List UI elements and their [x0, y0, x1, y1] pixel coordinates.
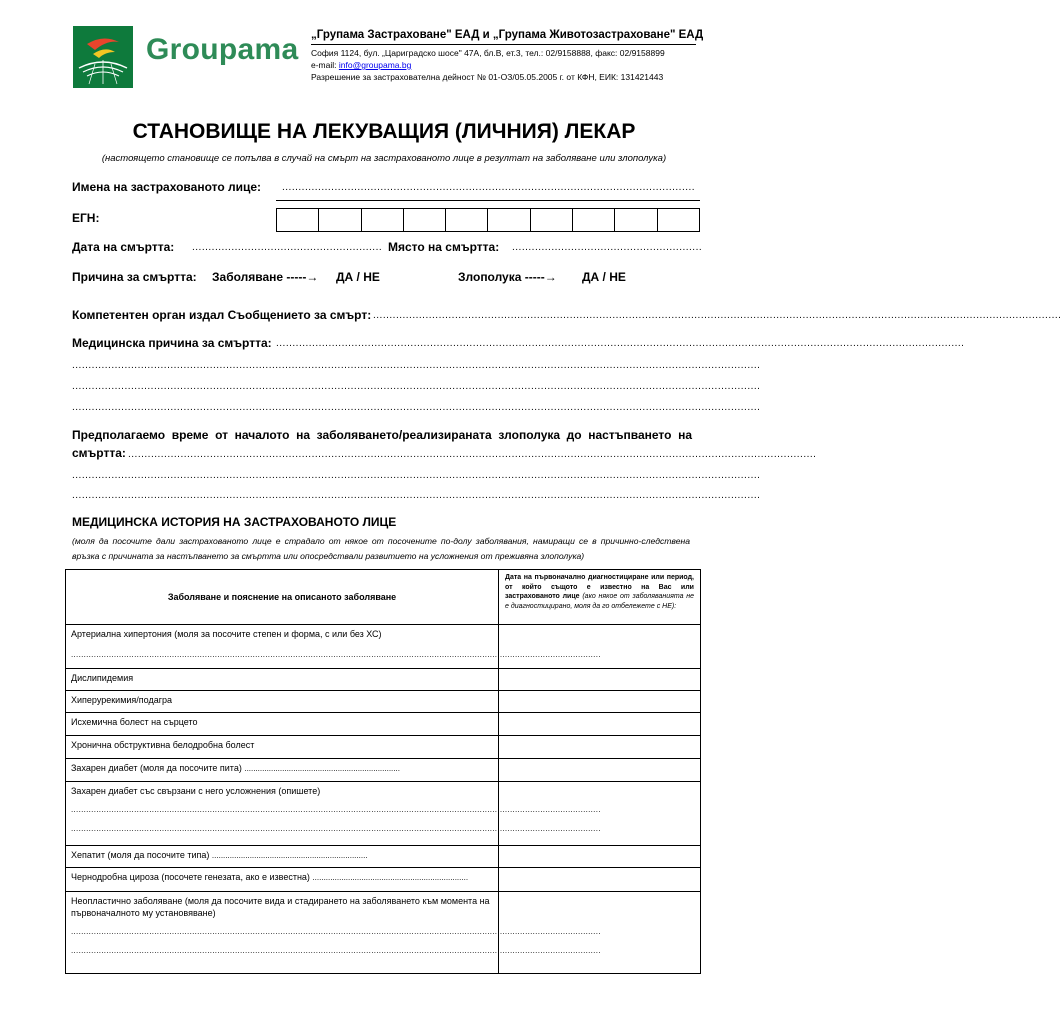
- authority-field[interactable]: ..................................................................................................................................................................................................................: [373, 310, 1061, 321]
- table-header-row: [66, 570, 701, 625]
- email-label: e-mail:: [311, 60, 337, 70]
- disease-fill[interactable]: ......................................................................: [244, 764, 400, 773]
- egn-digit-box[interactable]: [404, 209, 446, 231]
- license-info: Разрешение за застрахователна дейност № 01-ОЗ/05.05.2005 г. от КФН, ЕИК: 131421443: [311, 72, 664, 82]
- disease-label-text: Захарен диабет (моля да посочите пита): [71, 763, 242, 773]
- disease-label: Захарен диабет със свързани с него усложнения (опишете): [71, 786, 321, 796]
- email-link[interactable]: info@groupama.bg: [338, 60, 412, 70]
- medical-history-title: МЕДИЦИНСКА ИСТОРИЯ НА ЗАСТРАХОВАНОТО ЛИЦЕ: [72, 515, 397, 529]
- disease-fill[interactable]: ..................................................................................................................................................................................................................: [71, 650, 601, 659]
- egn-digit-box[interactable]: [531, 209, 573, 231]
- diagnosis-date-cell[interactable]: [499, 691, 701, 713]
- disease-label: Хронична обструктивна белодробна болест: [71, 740, 255, 750]
- illness-yes-no[interactable]: ДА / НЕ: [336, 270, 380, 284]
- egn-digit-box[interactable]: [658, 209, 699, 231]
- egn-digit-box[interactable]: [573, 209, 615, 231]
- column-header-disease: Заболяване и пояснение на описаното заболяване: [66, 570, 499, 625]
- table-row: [66, 782, 701, 846]
- insured-name-field[interactable]: ..............................................................................................................................: [282, 182, 696, 193]
- medical-history-table: [65, 569, 701, 974]
- disease-label: Дислипидемия: [71, 673, 134, 683]
- document-subtitle: (настоящето становище се попълва в случай на смърт на застрахованото лице в резултат на заболяване или злополука): [101, 153, 667, 164]
- table-row: [66, 669, 701, 691]
- medical-cause-field[interactable]: ..................................................................................................................................................................................................................: [276, 338, 965, 349]
- insured-name-rule: [276, 200, 700, 201]
- accident-yes-no[interactable]: ДА / НЕ: [582, 270, 626, 284]
- egn-digit-box[interactable]: [488, 209, 530, 231]
- illness-option-label: Заболяване -----→: [212, 270, 319, 284]
- diagnosis-date-cell[interactable]: [499, 759, 701, 782]
- table-row: [66, 868, 701, 892]
- table-row: [66, 691, 701, 713]
- place-of-death-field[interactable]: ..........................................................: [512, 242, 703, 253]
- egn-input-boxes[interactable]: [276, 208, 700, 232]
- disease-fill[interactable]: ......................................................................: [312, 873, 469, 882]
- disease-fill[interactable]: ......................................................................: [211, 851, 368, 860]
- column-header-diagnosis-date-note: (ако някое от заболяванията не е диагностицирано, моля да го отбележете с НЕ):: [505, 593, 695, 610]
- groupama-logo: [73, 26, 133, 88]
- table-row: [66, 892, 701, 974]
- company-email-line: [311, 59, 411, 71]
- disease-label: [66, 846, 498, 862]
- table-row: [66, 736, 701, 759]
- onset-time-line[interactable]: ..................................................................................................................................................................................................................: [72, 470, 761, 481]
- egn-digit-box[interactable]: [615, 209, 657, 231]
- table-row: [66, 759, 701, 782]
- onset-time-field[interactable]: ..................................................................................................................................................................................................................: [128, 449, 817, 460]
- disease-label: Хиперурекимия/подагра: [71, 695, 173, 705]
- document-title: СТАНОВИЩЕ НА ЛЕКУВАЩИЯ (ЛИЧНИЯ) ЛЕКАР: [132, 120, 636, 143]
- date-of-death-field[interactable]: ..........................................................: [192, 242, 383, 253]
- disease-fill[interactable]: ..................................................................................................................................................................................................................: [71, 946, 601, 955]
- date-of-death-label: Дата на смъртта:: [72, 240, 175, 254]
- diagnosis-date-cell[interactable]: [499, 713, 701, 736]
- table-row: [66, 846, 701, 868]
- disease-label: [66, 759, 498, 775]
- disease-fill[interactable]: ..................................................................................................................................................................................................................: [71, 805, 601, 814]
- company-name: „Групама Застраховане" ЕАД и „Групама Животозастраховане" ЕАД: [311, 29, 704, 41]
- medical-cause-label: Медицинска причина за смъртта:: [72, 336, 272, 350]
- table-row: [66, 625, 701, 669]
- egn-digit-box[interactable]: [362, 209, 404, 231]
- header-divider: [311, 44, 696, 45]
- diagnosis-date-cell[interactable]: [499, 669, 701, 691]
- disease-fill[interactable]: ..................................................................................................................................................................................................................: [71, 824, 601, 833]
- egn-digit-box[interactable]: [446, 209, 488, 231]
- disease-label: [66, 868, 498, 884]
- accident-option-label: Злополука -----→: [458, 270, 557, 284]
- disease-label: Артериална хипертония (моля за посочите степен и форма, с или без ХС): [71, 629, 382, 639]
- disease-label: Неопластично заболяване (моля да посочите вида и стадирането на заболяването към момента на първоначалното му установяване): [71, 896, 490, 918]
- onset-time-label: Предполагаемо време от началото на заболяването/реализираната злополука до настъпването на: [72, 428, 692, 442]
- medical-cause-line[interactable]: ..................................................................................................................................................................................................................: [72, 360, 761, 371]
- medical-history-note: (моля да посочите дали застрахованото лице е страдало от някое от посочените по-долу заболявания, намиращи се в причинно-следствена връзка с причината за настъпването за смъртта или опосредствали развитието на усложнения от преживяна злополука): [72, 536, 690, 561]
- medical-cause-line[interactable]: ..................................................................................................................................................................................................................: [72, 381, 761, 392]
- disease-label-text: Чернодробна цироза (посочете генезата, ако е известна): [71, 872, 310, 882]
- table-row: [66, 713, 701, 736]
- medical-cause-line[interactable]: ..................................................................................................................................................................................................................: [72, 402, 761, 413]
- insured-name-label: Имена на застрахованото лице:: [72, 180, 262, 194]
- onset-time-line[interactable]: ..................................................................................................................................................................................................................: [72, 490, 761, 501]
- brand-name: Groupama: [146, 33, 299, 66]
- place-of-death-label: Място на смъртта:: [388, 240, 500, 254]
- authority-label: Компетентен орган издал Съобщението за смърт:: [72, 308, 372, 322]
- diagnosis-date-cell[interactable]: [499, 736, 701, 759]
- disease-fill[interactable]: ..................................................................................................................................................................................................................: [71, 927, 601, 936]
- diagnosis-date-cell[interactable]: [499, 846, 701, 868]
- onset-time-label-cont: смъртта:: [72, 446, 126, 460]
- disease-label: Исхемична болест на сърцето: [71, 717, 198, 727]
- disease-label-text: Хепатит (моля да посочите типа): [71, 850, 210, 860]
- diagnosis-date-cell[interactable]: [499, 868, 701, 892]
- egn-digit-box[interactable]: [277, 209, 319, 231]
- egn-label: ЕГН:: [72, 211, 100, 225]
- egn-digit-box[interactable]: [319, 209, 361, 231]
- cause-of-death-label: Причина за смъртта:: [72, 270, 197, 284]
- company-address: София 1124, бул. „Цариградско шосе" 47А, бл.В, ет.3, тел.: 02/9158888, факс: 02/9158899: [311, 48, 665, 58]
- column-header-diagnosis-date-text: Дата на първоначално диагностициране или период, от който същото е известно на Вас или застрахованото лице: [505, 574, 694, 600]
- column-header-diagnosis-date: [499, 570, 701, 625]
- diagnosis-date-cell[interactable]: [499, 625, 701, 669]
